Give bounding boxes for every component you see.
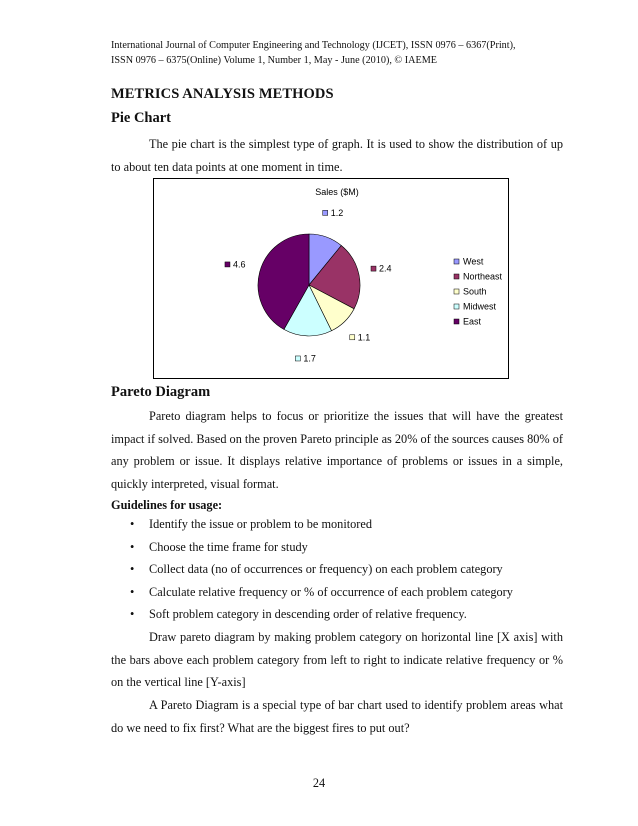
- data-label: [323, 208, 344, 218]
- legend-item: [454, 302, 497, 312]
- bullet-icon: •: [130, 562, 135, 577]
- data-label-text: 4.6: [232, 259, 246, 270]
- header-line-2: ISSN 0976 – 6375(Online) Volume 1, Number 1, May - June (2010), © IAEME: [111, 55, 437, 66]
- legend-swatch: [454, 319, 459, 324]
- pie-chart-paragraph: [111, 133, 563, 178]
- draw-paragraph: [111, 626, 563, 694]
- list-item: [111, 536, 563, 559]
- list-item-text: Identify the issue or problem to be monitored: [149, 517, 373, 531]
- legend-label: East: [463, 316, 482, 327]
- legend-item: [454, 287, 487, 297]
- bar-chart-paragraph-text: A Pareto Diagram is a special type of bar chart used to identify problem areas what do we need to fix first? What are the biggest fires to put out?: [111, 698, 563, 735]
- pareto-heading: Pareto Diagram: [111, 384, 211, 400]
- data-label: [350, 332, 371, 342]
- data-label-text: 2.4: [379, 263, 392, 274]
- legend-item: [454, 257, 484, 267]
- list-item-text: Soft problem category in descending order of relative frequency.: [149, 607, 467, 622]
- guidelines-heading: Guidelines for usage:: [111, 498, 223, 512]
- pie-chart: [154, 179, 508, 378]
- data-label-swatch: [225, 262, 230, 267]
- data-label-swatch: [295, 356, 300, 361]
- data-label-text: 1.2: [330, 207, 344, 218]
- list-item: [111, 513, 563, 536]
- legend-item: [454, 317, 482, 327]
- journal-header: [111, 38, 571, 68]
- bullet-icon: •: [130, 539, 135, 554]
- bullet-icon: •: [130, 517, 135, 531]
- legend-swatch: [454, 304, 459, 309]
- legend-swatch: [454, 274, 459, 279]
- header-line-1: International Journal of Computer Engineering and Technology (IJCET), ISSN 0976 – 6367(Print),: [111, 40, 516, 51]
- data-label-text: 1.1: [357, 332, 371, 343]
- pie-chart-paragraph-text: The pie chart is the simplest type of graph. It is used to show the distribution of up to about ten data points at one moment in time.: [111, 137, 563, 174]
- data-label-text: 1.7: [303, 353, 316, 364]
- data-label: [295, 353, 316, 363]
- list-item: [111, 581, 563, 604]
- bullet-icon: •: [130, 607, 135, 622]
- pie-chart-heading: Pie Chart: [111, 110, 171, 126]
- data-label: [371, 264, 392, 274]
- guidelines-list: [111, 513, 563, 626]
- bullet-icon: •: [130, 584, 135, 599]
- list-item: [111, 603, 563, 626]
- chart-title: Sales ($M): [315, 187, 359, 197]
- pie-chart-frame: [153, 178, 509, 379]
- draw-paragraph-text: Draw pareto diagram by making problem category on horizontal line [X axis] with the bars above each problem category from left to right to indicate relative frequency or % on the vertical line [Y-axis]: [111, 630, 563, 690]
- legend-swatch: [454, 259, 459, 264]
- data-label-swatch: [350, 335, 355, 340]
- pie-slices: [258, 234, 360, 336]
- list-item-text: Collect data (no of occurrences or frequency) on each problem category: [149, 562, 503, 577]
- legend-item: [454, 272, 503, 282]
- legend-swatch: [454, 289, 459, 294]
- list-item-text: Choose the time frame for study: [149, 539, 308, 554]
- data-label-swatch: [371, 266, 376, 271]
- page-number: 24: [312, 776, 326, 790]
- pareto-paragraph-text: Pareto diagram helps to focus or prioritize the issues that will have the greatest impact if solved. Based on the proven Pareto principle as 20% of the sources causes 80% of any problem or issue. It displays relative importance of problems or issues in a simple, quickly interpreted, visual format.: [111, 409, 563, 491]
- data-label-swatch: [323, 210, 328, 215]
- data-label: [225, 259, 246, 269]
- bar-chart-paragraph: [111, 694, 563, 739]
- legend-label: South: [463, 286, 487, 297]
- pareto-paragraph: [111, 405, 563, 495]
- legend-label: Midwest: [463, 301, 497, 312]
- legend-label: West: [463, 256, 484, 267]
- legend-label: Northeast: [463, 271, 503, 282]
- list-item-text: Calculate relative frequency or % of occurrence of each problem category: [149, 584, 513, 599]
- list-item: [111, 558, 563, 581]
- chart-legend: [454, 257, 503, 327]
- section-title: METRICS ANALYSIS METHODS: [111, 86, 334, 102]
